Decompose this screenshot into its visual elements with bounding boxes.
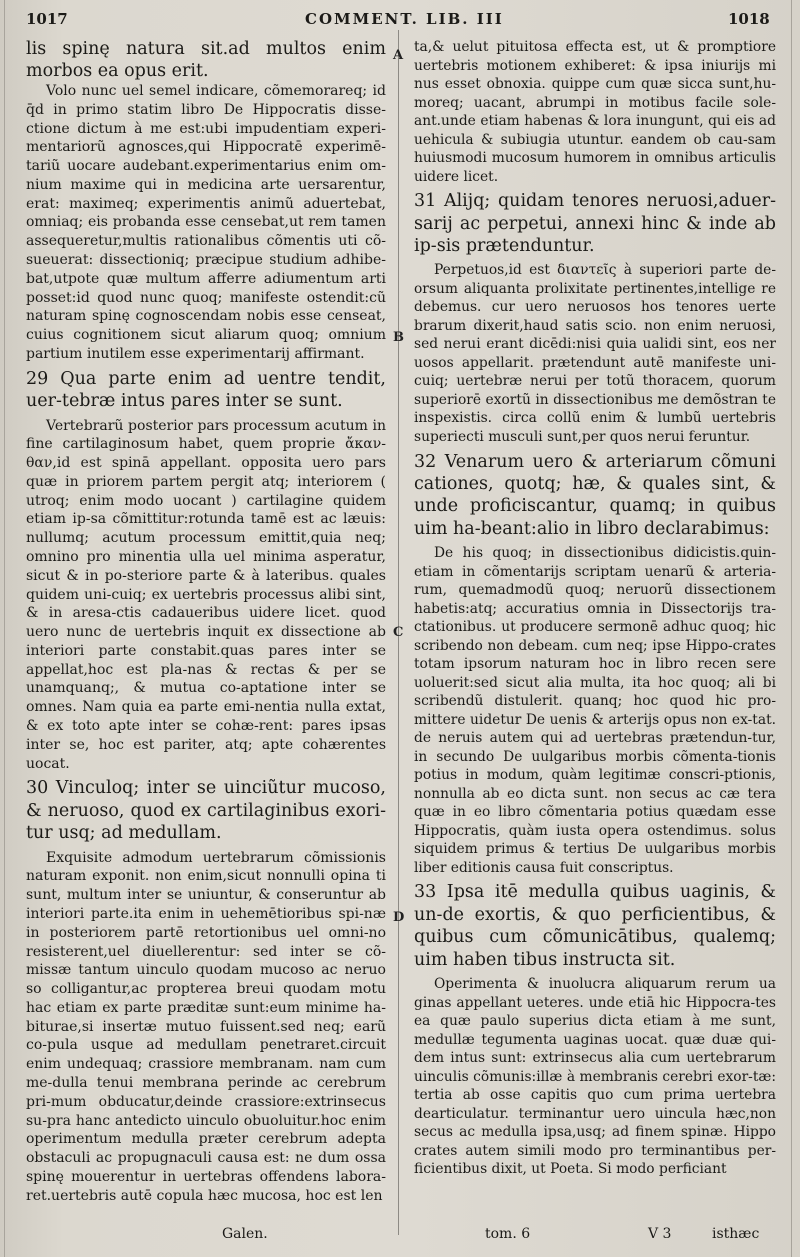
section-heading-30: 30 Vinculoq; inter se uinciũtur mucoso, & neruoso, quod ex cartilaginibus exori-tur usq; ad medullam. <box>26 778 386 844</box>
left-column <box>26 38 386 1205</box>
commentary-paragraph: Perpetuos,id est διαντεῖς à superiori parte de-orsum aliquanta prolixitate pertinentes,intellige re debemus. cur uero neruosos hos tenores uerte brarum dixerit,haud satis scio. non enim neruosi, sed nerui erant dicēdi:nisi quia ualidi sint, eos ner uosos appellarit. prætendunt autē manifeste uni-cuiq; uertebræ nerui per totũ thoracem, quorum superiorē exortũ in dissectionibus me demõstran te inspexistis. circa collũ enim & lumbũ uertebris superiecti musculi sunt,per quos nerui feruntur. <box>414 262 776 445</box>
section-heading-33: 33 Ipsa itē medulla quibus uaginis, & un-de exortis, & quo perficientibus, & quibus cum cõmunicātibus, qualemq; uim haben tibus instructa sit. <box>414 882 776 970</box>
signature-mark: V 3 <box>648 1226 672 1242</box>
catchword: isthæc <box>712 1226 760 1242</box>
page-edge-right <box>791 0 792 1257</box>
margin-letter-c: C <box>393 625 404 640</box>
margin-letter-a: A <box>393 48 404 63</box>
page-footer <box>0 1212 800 1242</box>
section-heading-29: 29 Qua parte enim ad uentre tendit, uer-tebræ intus pares inter se sunt. <box>26 368 386 412</box>
section-heading-31: 31 Alijq; quidam tenores neruosi,aduer-sarij ac perpetui, annexi hinc & inde ab ip-sis prætenduntur. <box>414 191 776 256</box>
section-heading-32: 32 Venarum uero & arteriarum cõmuni cationes, quotq; hæ, & quales sint, & unde proficiscantur, quamq; in quibus uim ha-beant:alio in libro declarabimus: <box>414 451 776 539</box>
commentary-paragraph: Vertebrarũ posterior pars processum acutum in fine cartilaginosum habet, quem proprie ἄκαν-θαν,id est spinā appellant. opposita uero pars quæ in priorem partem pergit atq; interiorem ( utroq; enim modo uocant ) cartilagine quidem etiam ip-sa cõmittitur:rotunda tamē est ac læuis: nullumq; acutum processum emittit,quia neq; omnino pro minentia ulla uel minima asperatur, sicut & in po-steriore parte & à lateribus. quales quidem uni-cuiq; ex uertebris processus alibi sint, & in aresa-ctis cadaueribus uidere licet. quod uero nunc de uertebris inquit ex dissectione ab interiori parte constabit.quas pares inter se appellat,hoc est pla-nas & rectas & per se unamquanq;, & mutua co-aptatione inter se omnes. Nam quia ea parte emi-nentia nulla extat, & ex toto apte inter se cohæ-rent: pares ipsas inter se, hoc est pariter, atq; apte cohærentes uocat. <box>26 417 386 772</box>
commentary-paragraph: Exquisite admodum uertebrarum cõmissionis naturam exponit. non enim,sicut nonnulli opina ti sunt, multum inter se uniuntur, & conseruntur ab interiori parte.ita enim in uehemētioribus spi-næ in posteriorem partē retortionibus uel omni-no resisterent,uel diuellerentur: sed inter se cõ-missæ tantum uinculo quodam mucoso ac neruo so colligantur,ac propterea breui quodam motu hac etiam ex parte præditæ sunt:eum minime ha-biturae,si insertæ mutuo fuissent.sed neq; earũ co-pula usque ad medullam penetraret.circuit enim undequaq; crassiore membranam. nam cum me-dulla tenui membrana perinde ac cerebrum pri-mum obducatur,deinde crassiore:extrinsecus su-pra hanc antedicto uinculo obuoluitur.hoc enim operimentum medulla præter cerebrum adepta obstaculi ac propugnaculi causa est: ne dum ossa spinę mouerentur in uertebras offendens labora-ret.uertebris autē copula hæc mucosa, hoc est len <box>26 849 386 1204</box>
signature-tome: tom. 6 <box>485 1226 531 1242</box>
page-edge-left <box>4 0 5 1257</box>
page-number-left: 1017 <box>26 10 68 28</box>
right-column <box>414 38 776 1179</box>
commentary-paragraph: Volo nunc uel semel indicare, cõmemorareq; id q̄d in primo statim libro De Hippocratis disse-ctione dictum à me est:ubi impudentiam experi-mentariorũ agnosces,qui Hippocratē experimē-tariũ uocare audebant.experimentarius enim om-nium maxime qui in medicina arte uersarentur, erat: maximeq; experimentis animũ aduertebat, omniaq; eis probanda esse censebat,ut rem tamen assequeretur,multis rationalibus cõmentis uti cõ-sueuerat: dissectioniq; præcipue studium adhibe-bat,utpote quæ multum afferre adiumentum arti posset:id quod nunc quoq; manifeste ostendit:cũ naturam spinę cognoscendam nobis esse censeat, cuius cognitionem sicut aliarum quoq; omnium partium inutilem esse experimentarij affirmant. <box>26 83 386 362</box>
paragraph-continuation: lis spinę natura sit.ad multos enim morbos ea opus erit. <box>26 39 386 81</box>
page-number-right: 1018 <box>728 10 770 28</box>
paragraph-continuation: ta,& uelut pituitosa effecta est, ut & promptiore uertebris motionem exhiberet: & ipsa iniurijs mi nus esset obnoxia. quippe cum quæ sicca sunt,hu-moreq; uacant, abrumpi in motibus facile sole-ant.unde etiam habenas & lora inungunt, qui eis ad uehicula & subiugia utuntur. eandem ob cau-sam huiusmodi mucosum humorem in omnibus articulis uidere licet. <box>414 39 776 185</box>
commentary-paragraph: De his quoq; in dissectionibus didicistis.quin-etiam in cõmentarijs scriptam uenarũ & arteria-rum, quemadmodũ quoq; neruorũ dissectionem habetis:atq; accuratius omnia in Dissectorijs tra-ctationibus. ut producere sermonē adhuc quoq; hic scribendo non debeam. cum neq; ipse Hippo-crates totam ipsorum naturam hoc in libro recen sere uoluerit:sed sicut alia multa, ita hoc quoq; ali bi scribendũ distulerit. quanq; hoc quod hic pro-mittere uidetur De uenis & arterijs opus non ex-tat. de neruis autem qui ad uertebras prætendun-tur, in secundo De uulgaribus morbis cõmenta-tionis potius in modum, quàm legitimæ conscri-ptionis, nonnulla ab eo dicta sunt. non secus ac cæ tera quæ in eo libro cõmentaria potius quædam esse Hippocratis, quàm iusta opera ostendimus. solus siquidem primus & tertius De uulgaribus morbis liber editionis causa fuit conscriptus. <box>414 545 776 876</box>
commentary-paragraph: Operimenta & inuolucra aliquarum rerum ua ginas appellant ueteres. unde etiā hic Hippocra-tes ea quæ paulo superius dicta etiam à me sunt, medullæ tegumenta uaginas uocat. quæ duæ qui-dem intus sunt: extrinsecus alia cum uertebrarum uinculis cõmunis:illæ à membranis cerebri exor-tæ: tertia ab osse capitis quo cum prima uertebra dearticulatur. terminantur uero uincula hæc,non secus ac medulla ipsa,usq; ad finem spinæ. Hippo crates autem simili modo pro terminantibus per-ficientibus dixit, ut Poeta. Si modo perficiant <box>414 976 776 1178</box>
signature-galen: Galen. <box>222 1226 268 1242</box>
running-header <box>0 4 800 34</box>
margin-letter-d: D <box>393 910 405 925</box>
running-title: COMMENT. LIB. III <box>305 10 504 28</box>
margin-letter-b: B <box>393 330 404 345</box>
